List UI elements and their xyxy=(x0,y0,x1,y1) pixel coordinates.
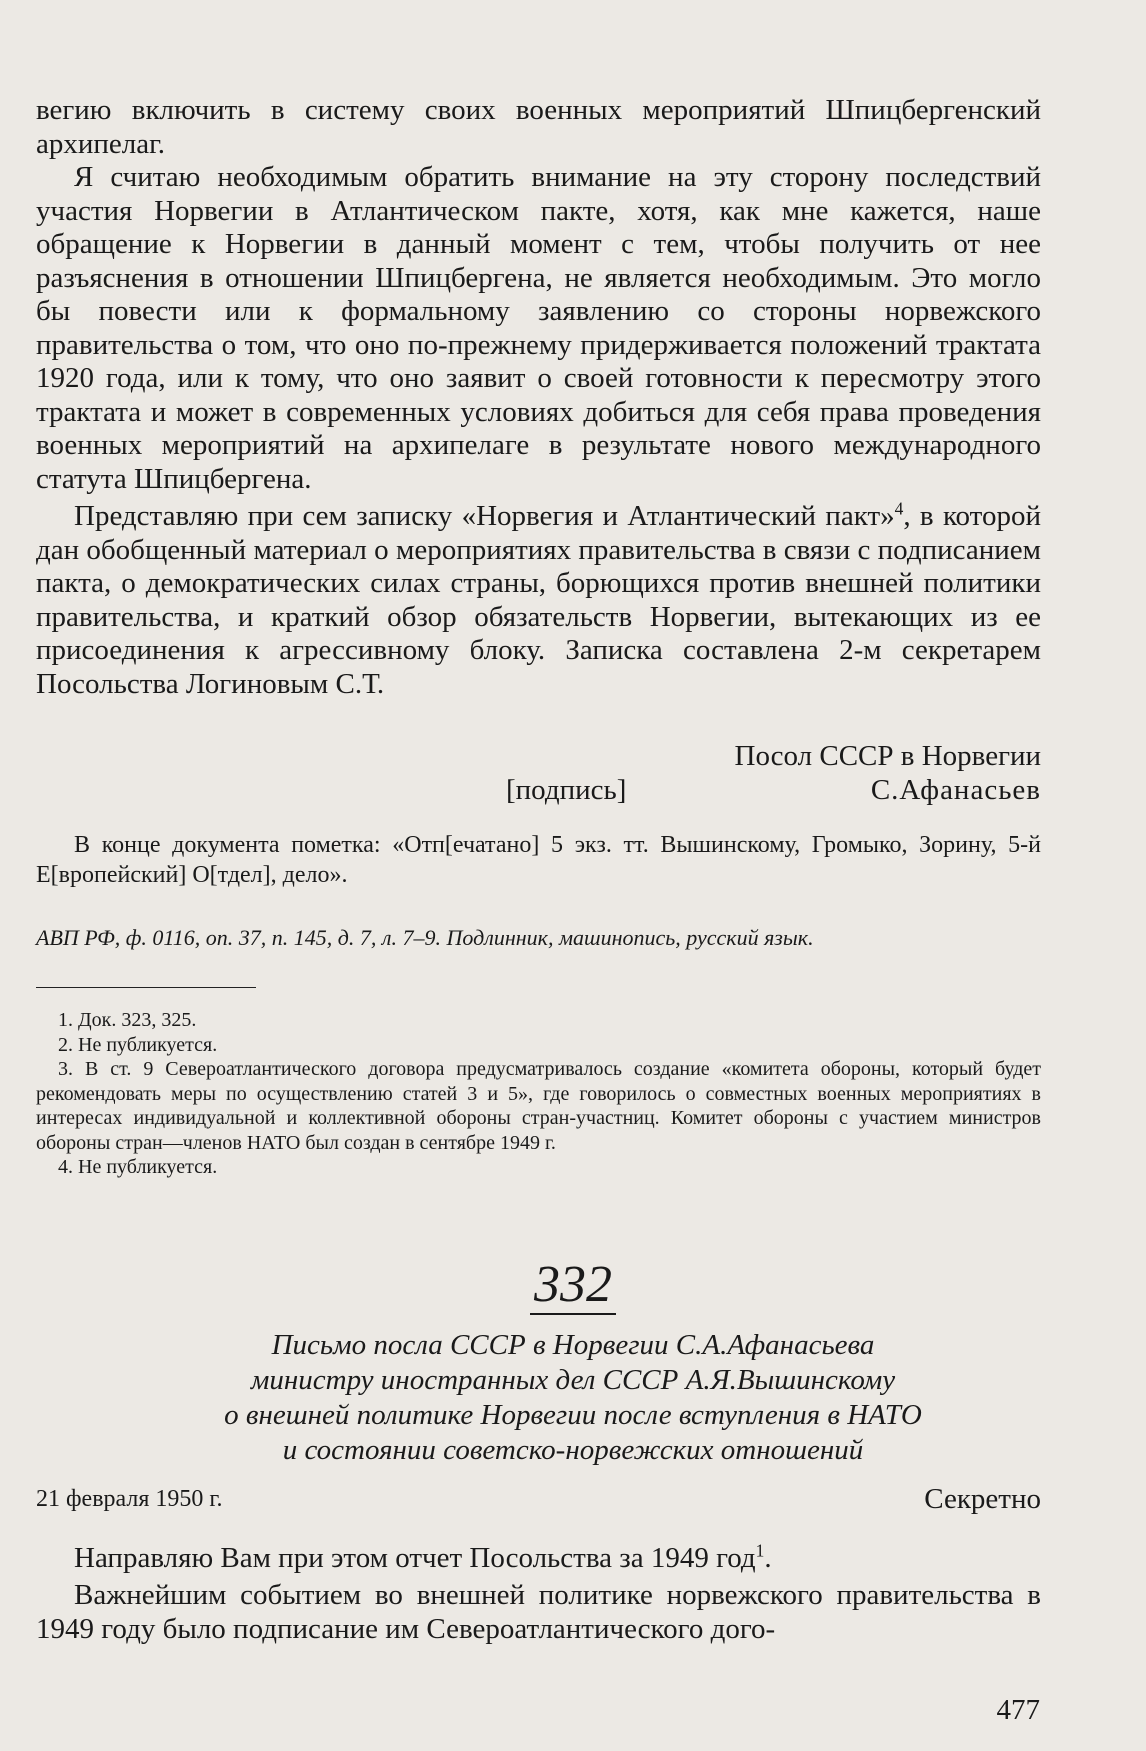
memo-text: Представляю при сем записку «Норвегия и Атлантический пакт» xyxy=(74,500,895,532)
document-title-line: и состоянии советско-норвежских отношений xyxy=(282,1434,864,1466)
document-date: 21 февраля 1950 г. xyxy=(36,1486,223,1512)
signature-marker: [подпись] xyxy=(506,774,627,806)
document-title-line: министру иностранных дел СССР А.Я.Вышинскому xyxy=(250,1364,896,1396)
footnotes xyxy=(36,1008,1041,1180)
signature-name: С.Афанасьев xyxy=(870,774,1041,806)
document-title xyxy=(100,1328,1046,1468)
report-text: Направляю Вам при этом отчет Посольства за 1949 год xyxy=(74,1542,756,1574)
footnote-ref-1: 1 xyxy=(755,1540,765,1561)
document-end-note: В конце документа пометка: «Отп[ечатано] 5 экз. тт. Вышинскому, Громыко, Зорину, 5-й Е[вропейский] О[тдел], дело». xyxy=(36,832,1041,888)
footnote-4: 4. Не публикуется. xyxy=(58,1156,218,1178)
document-title-line: о внешней политике Норвегии после вступления в НАТО xyxy=(224,1399,922,1431)
paragraph-report xyxy=(36,1542,1041,1576)
document-number xyxy=(0,1255,1146,1315)
paragraph-continuation: вегию включить в систему своих военных мероприятий Шпицбергенский архипелаг. xyxy=(36,94,1041,160)
footnote-ref-4: 4 xyxy=(894,498,904,519)
dateline xyxy=(36,1482,1041,1516)
signature-block xyxy=(36,740,1041,810)
paragraph-svalbard: Я считаю необходимым обратить внимание на эту сторону последствий участия Норвегии в Атлантическом пакте, хотя, как мне кажется, наше обращение к Норвегии в данный момент с тем, чтобы получить от нее разъяснения в отношении Шпицбергена, не является необходимым. Это могло бы повести или к формальному заявлению со стороны норвежского правительства о том, что оно по-прежнему придерживается положений трактата 1920 года, или к тому, что оно заявит о своей готовности к пересмотру этого трактата и может в современных условиях добиться для себя права проведения военных мероприятий на архипелаге в результате нового международного статута Шпицбергена. xyxy=(36,161,1041,495)
footnote-2: 2. Не публикуется. xyxy=(58,1033,218,1056)
classification-label: Секретно xyxy=(924,1483,1041,1515)
document-title-line: Письмо посла СССР в Норвегии С.А.Афанасьева xyxy=(271,1329,875,1361)
page-number: 477 xyxy=(996,1694,1040,1726)
footnote-3: 3. В ст. 9 Североатлантического договора предусматривалось создание «комитета обороны, который будет рекомендовать меры по осуществлению статей 3 и 5», где говорилось о совместных военных мероприятиях в интересах индивидуальной и коллективной обороны стран-участниц. Комитет обороны с участием министров обороны стран—членов НАТО был создан в сентябре 1949 г. xyxy=(36,1058,1041,1154)
archive-reference: АВП РФ, ф. 0116, оп. 37, п. 145, д. 7, л. 7–9. Подлинник, машинопись, русский язык. xyxy=(36,925,814,950)
document-number-text: 332 xyxy=(530,1256,616,1315)
paragraph-memo xyxy=(36,500,1041,701)
footnote-divider xyxy=(36,987,256,988)
footnote-1: 1. Док. 323, 325. xyxy=(58,1009,197,1031)
report-text-end: . xyxy=(764,1542,772,1574)
paragraph-main-event: Важнейшим событием во внешней политике норвежского правительства в 1949 году было подписание им Североатлантического дого- xyxy=(36,1579,1041,1645)
signature-title: Посол СССР в Норвегии xyxy=(734,740,1041,772)
memo-text-rest: , в которой дан обобщенный материал о мероприятиях правительства в связи с подписанием пакта, о демократических силах страны, борющихся против внешней политики правительства, и краткий обзор обязательств Норвегии, вытекающих из ее присоединения к агрессивному блоку. Записка составлена 2-м секретарем Посольства Логиновым С.Т. xyxy=(36,500,1041,700)
